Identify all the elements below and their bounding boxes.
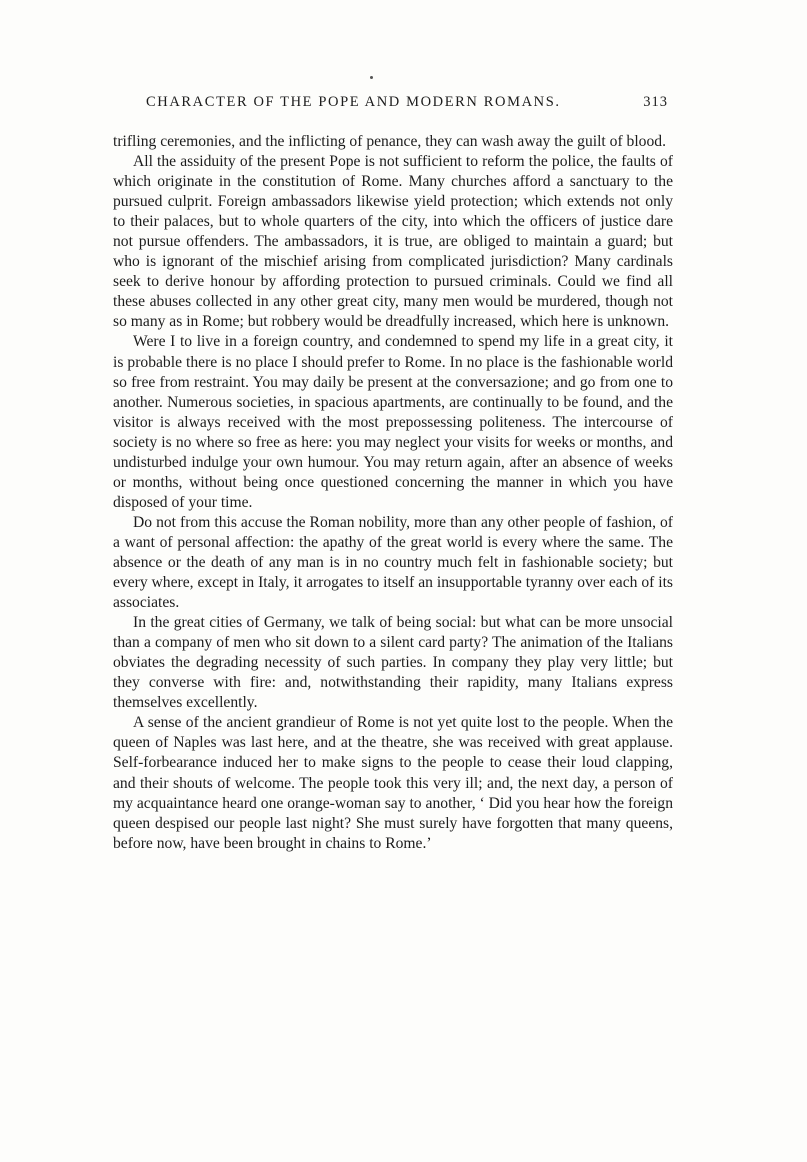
running-header [146,94,668,116]
paragraph: A sense of the ancient grandieur of Rome is not yet quite lost to the people. When the queen of Naples was last here, and at the theatre, she was received with great applause. Self-forbearance induced her to make signs to the people to cease their loud clapping, and their shouts of welcome. The people took this very ill; and, the next day, a person of my acquaintance heard one orange-woman say to another, ‘ Did you hear how the foreign queen despised our people last night? She must surely have forgotten that many queens, before now, have been brought in chains to Rome.’ [113,714,673,852]
running-title: CHARACTER OF THE POPE AND MODERN ROMANS. [146,94,561,110]
paragraph: trifling ceremonies, and the inflicting of penance, they can wash away the guilt of blood. [113,133,666,150]
paragraph: All the assiduity of the present Pope is not sufficient to reform the police, the faults of which originate in the constitution of Rome. Many churches afford a sanctuary to the pursued culprit. Foreign ambassadors likewise yield protection; which extends not only to their palaces, but to whole quarters of the city, into which the officers of justice dare not pursue offenders. The ambassadors, it is true, are obliged to maintain a guard; but who is ignorant of the mischief arising from complicated jurisdiction? Many cardinals seek to derive honour by affording protection to pursued criminals. Could we find all these abuses collected in any other great city, many men would be murdered, though not so many as in Rome; but robbery would be dreadfully increased, which here is unknown. [113,153,673,331]
ink-speck [370,76,373,79]
paragraph: Do not from this accuse the Roman nobility, more than any other people of fashion, of a want of personal affection: the apathy of the great world is every where the same. The absence or the death of any man is in no country much felt in fashionable society; but every where, except in Italy, it arrogates to itself an insupportable tyranny over each of its associates. [113,513,673,612]
paragraph: In the great cities of Germany, we talk of being social: but what can be more unsocial than a company of men who sit down to a silent card party? The animation of the Italians obviates the degrading necessity of such parties. In company they play very little; but they converse with fire: and, notwithstanding their rapidity, many Italians express themselves excellently. [113,614,673,712]
body-text [113,132,673,854]
page-number: 313 [643,94,668,110]
paragraph: Were I to live in a foreign country, and condemned to spend my life in a great city, it is probable there is no place I should prefer to Rome. In no place is the fashionable world so free from restraint. You may daily be present at the conversazione; and go from one to another. Numerous societies, in spacious apartments, are continually to be found, and the visitor is always received with the most prepossessing politeness. The intercourse of society is no where so free as here: you may neglect your visits for weeks or months, and undisturbed indulge your own humour. You may return again, after an absence of weeks or months, without being once questioned concerning the manner in which you have disposed of your time. [113,333,673,511]
